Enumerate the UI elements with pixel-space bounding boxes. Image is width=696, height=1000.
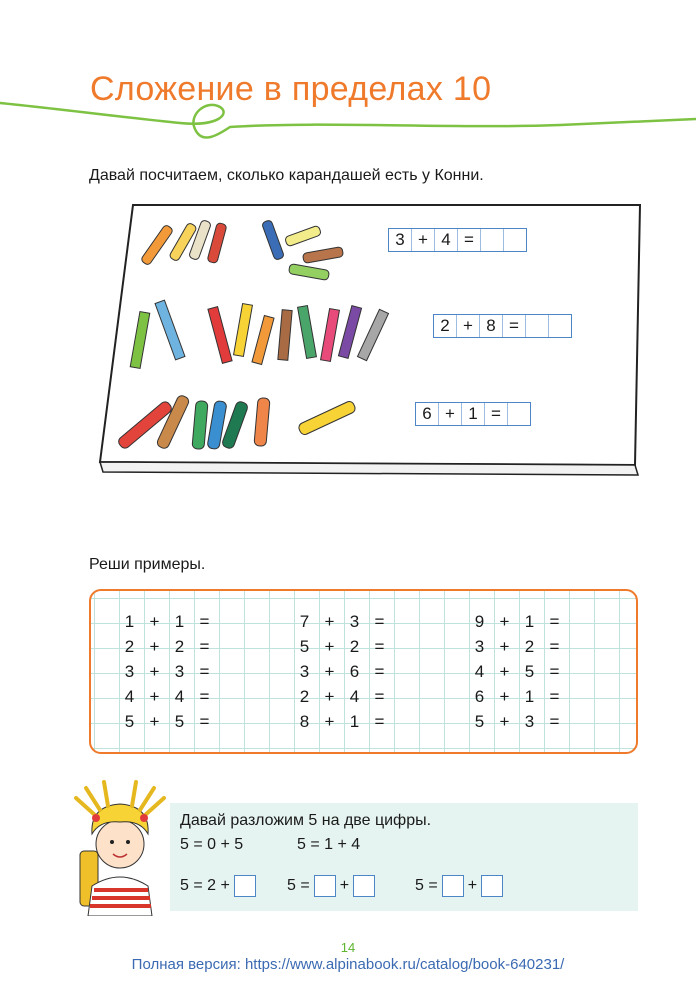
exercise-row [117, 659, 217, 684]
exercise-row [117, 609, 217, 634]
eq2-a: 2 [434, 315, 457, 337]
operand-a: 9 [474, 612, 485, 631]
operator: + [324, 712, 335, 731]
operand-b: 4 [349, 687, 360, 706]
equals: = [374, 712, 385, 731]
operand-b: 3 [349, 612, 360, 631]
answer-box[interactable] [314, 875, 336, 897]
answer-box[interactable] [481, 875, 503, 897]
operator: + [324, 637, 335, 656]
operand-a: 2 [124, 637, 135, 656]
operand-b: 2 [174, 637, 185, 656]
answer-box[interactable] [353, 875, 375, 897]
operand-b: 5 [524, 662, 535, 681]
eq1-b: 4 [435, 229, 458, 251]
operand-b: 3 [524, 712, 535, 731]
eq3-a: 6 [416, 403, 439, 425]
blank3-prefix: 5 = [415, 877, 438, 894]
operand-b: 4 [174, 687, 185, 706]
operand-b: 3 [174, 662, 185, 681]
equals: = [374, 637, 385, 656]
operator: + [499, 637, 510, 656]
task2-instruction: Реши примеры. [89, 556, 206, 573]
decomposition-task-1 [180, 875, 256, 897]
operand-a: 3 [299, 662, 310, 681]
operand-a: 7 [299, 612, 310, 631]
operand-b: 1 [524, 687, 535, 706]
pencils-table-illustration [95, 200, 650, 485]
operand-a: 4 [474, 662, 485, 681]
eq3-answer-cell[interactable] [508, 403, 530, 425]
exercise-row [292, 684, 392, 709]
equals: = [549, 662, 560, 681]
page-number: 14 [340, 940, 356, 955]
decomposition-example-2: 5 = 1 + 4 [297, 836, 361, 853]
exercise-row [117, 684, 217, 709]
operand-a: 3 [474, 637, 485, 656]
equals: = [549, 687, 560, 706]
answer-box[interactable] [234, 875, 256, 897]
task3-instruction: Давай разложим 5 на две цифры. [180, 812, 432, 829]
blank1-prefix: 5 = 2 + [180, 877, 230, 894]
eq2-answer-cell[interactable] [526, 315, 549, 337]
exercise-row [292, 709, 392, 734]
equals: = [374, 612, 385, 631]
eq2-answer-cell[interactable] [549, 315, 571, 337]
operator: + [149, 687, 160, 706]
eq1-answer-cell[interactable] [504, 229, 526, 251]
operand-b: 1 [174, 612, 185, 631]
decomposition-task-2 [287, 875, 375, 897]
operand-a: 3 [124, 662, 135, 681]
exercise-row [467, 684, 567, 709]
operator: + [499, 687, 510, 706]
operand-a: 1 [124, 612, 135, 631]
operand-a: 4 [124, 687, 135, 706]
exercise-row [467, 709, 567, 734]
operand-b: 2 [524, 637, 535, 656]
operand-a: 5 [299, 637, 310, 656]
exercise-row [467, 659, 567, 684]
blank2-prefix: 5 = [287, 877, 310, 894]
equals: = [199, 612, 210, 631]
task1-instruction: Давай посчитаем, сколько карандашей есть у Конни. [89, 167, 484, 184]
equation-1 [388, 228, 527, 252]
exercise-row [117, 709, 217, 734]
equals: = [549, 712, 560, 731]
equals: = [199, 637, 210, 656]
operator: + [499, 612, 510, 631]
equals: = [374, 662, 385, 681]
exercise-row [467, 609, 567, 634]
eq1-answer-cell[interactable] [481, 229, 504, 251]
operand-a: 5 [474, 712, 485, 731]
eq2-eq: = [503, 315, 526, 337]
operand-a: 5 [124, 712, 135, 731]
operator: + [324, 687, 335, 706]
eq2-b: 8 [480, 315, 503, 337]
equals: = [549, 612, 560, 631]
eq3-op: + [439, 403, 462, 425]
equals: = [199, 662, 210, 681]
operator: + [499, 662, 510, 681]
plus-sign: + [467, 877, 478, 894]
plus-sign: + [339, 877, 350, 894]
operand-b: 5 [174, 712, 185, 731]
decomposition-task-3 [415, 875, 503, 897]
answer-box[interactable] [442, 875, 464, 897]
equation-3 [415, 402, 531, 426]
decomposition-example-1: 5 = 0 + 5 [180, 836, 244, 853]
eq1-op: + [412, 229, 435, 251]
equals: = [199, 687, 210, 706]
exercise-grid [89, 589, 638, 754]
exercise-row [467, 634, 567, 659]
exercise-row [292, 659, 392, 684]
operand-b: 1 [524, 612, 535, 631]
operand-b: 2 [349, 637, 360, 656]
equals: = [374, 687, 385, 706]
operand-b: 6 [349, 662, 360, 681]
exercise-row [117, 634, 217, 659]
title-swirl-decoration [0, 95, 696, 165]
eq1-eq: = [458, 229, 481, 251]
equation-2 [433, 314, 572, 338]
operator: + [149, 662, 160, 681]
eq3-eq: = [485, 403, 508, 425]
girl-illustration [70, 776, 170, 916]
exercise-row [292, 634, 392, 659]
operand-a: 2 [299, 687, 310, 706]
operator: + [149, 637, 160, 656]
equals: = [549, 637, 560, 656]
equals: = [199, 712, 210, 731]
footer-link[interactable]: Полная версия: https://www.alpinabook.ru/catalog/book-640231/ [131, 956, 565, 973]
operator: + [324, 662, 335, 681]
page-title: Сложение в пределах 10 [90, 70, 492, 108]
operand-a: 8 [299, 712, 310, 731]
operator: + [499, 712, 510, 731]
operand-a: 6 [474, 687, 485, 706]
eq2-op: + [457, 315, 480, 337]
eq1-a: 3 [389, 229, 412, 251]
operand-b: 1 [349, 712, 360, 731]
operator: + [149, 612, 160, 631]
operator: + [324, 612, 335, 631]
eq3-b: 1 [462, 403, 485, 425]
operator: + [149, 712, 160, 731]
exercise-row [292, 609, 392, 634]
